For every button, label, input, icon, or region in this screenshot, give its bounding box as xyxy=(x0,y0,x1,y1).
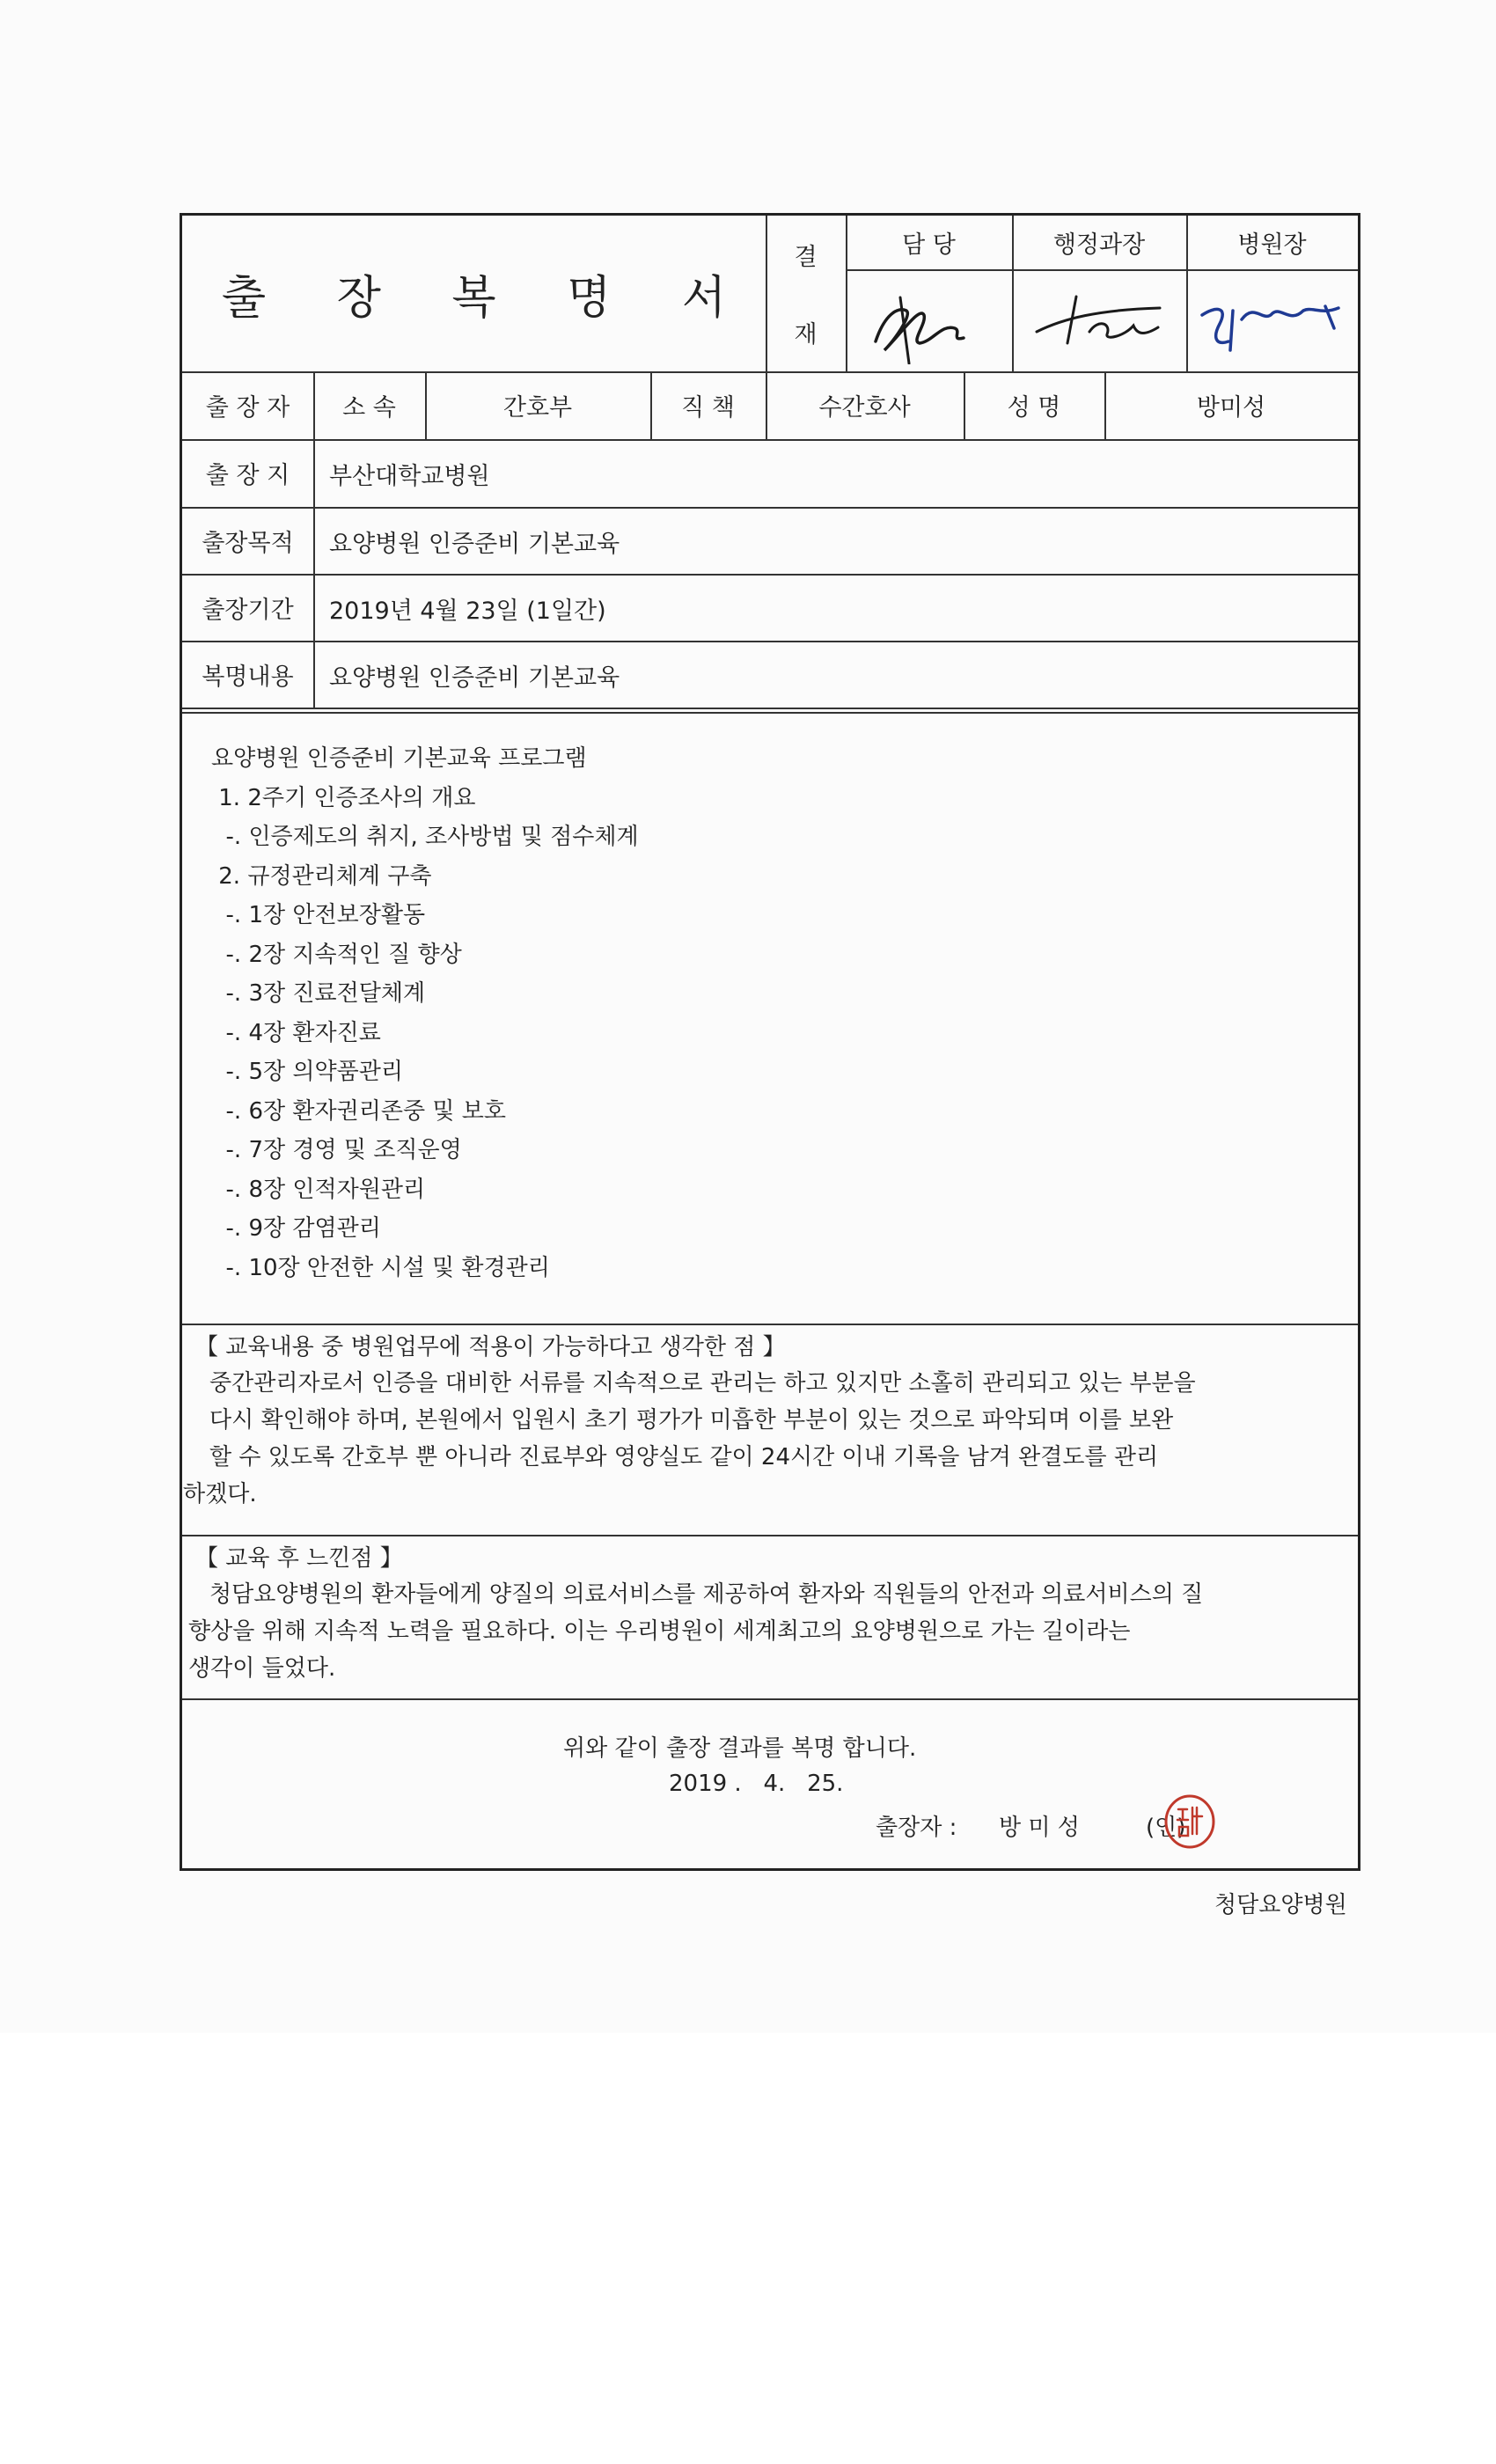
feelings-heading: 【 교육 후 느낀점 】 xyxy=(195,1545,403,1572)
position-value: 수간호사 xyxy=(818,394,911,422)
program-line: -. 8장 인적자원관리 xyxy=(211,1176,426,1203)
closing-date: 2019 . 4. 25. xyxy=(669,1771,844,1797)
approval-role-admin-manager: 행정과장 xyxy=(1052,231,1146,259)
name-value: 방미성 xyxy=(1196,394,1266,422)
program-line: -. 10장 안전한 시설 및 환경관리 xyxy=(211,1254,550,1281)
program-line: 1. 2주기 인증조사의 개요 xyxy=(211,784,476,811)
applicable-heading: 【 교육내용 중 병원업무에 적용이 가능하다고 생각한 점 】 xyxy=(195,1334,786,1360)
dept-label: 소 속 xyxy=(342,394,396,422)
program-line: -. 6장 환자권리존중 및 보호 xyxy=(211,1097,506,1125)
approval-label-top: 결 xyxy=(794,243,818,271)
applicable-line: 중간관리자로서 인증을 대비한 서류를 지속적으로 관리는 하고 있지만 소홀히 관리되고 있는 부분을 xyxy=(209,1370,1196,1397)
applicable-line: 할 수 있도록 간호부 뿐 아니라 진료부와 영양실도 같이 24시간 이내 기록을 남겨 완결도를 관리 xyxy=(209,1444,1159,1470)
divider xyxy=(182,507,1358,509)
divider xyxy=(846,269,1358,271)
applicable-text xyxy=(183,1365,1353,1513)
purpose-value: 요양병원 인증준비 기본교육 xyxy=(329,531,620,558)
closing-statement: 위와 같이 출장 결과를 복명 합니다. xyxy=(563,1735,917,1762)
signature-director xyxy=(1193,280,1352,359)
position-label: 직 책 xyxy=(681,394,735,422)
hospital-name-footer: 청담요양병원 xyxy=(1214,1892,1347,1918)
program-line: -. 인증제도의 취지, 조사방법 및 점수체계 xyxy=(211,824,639,850)
program-section xyxy=(211,739,639,1287)
divider xyxy=(182,439,1358,441)
program-line: 2. 규정관리체계 구축 xyxy=(211,862,432,890)
program-heading: 요양병원 인증준비 기본교육 프로그램 xyxy=(211,745,587,772)
seal-stamp-icon xyxy=(1163,1793,1216,1850)
approval-role-staff: 담 당 xyxy=(902,231,956,259)
signer-name: 방 미 성 xyxy=(999,1815,1080,1841)
seal-mark: (인) xyxy=(1146,1815,1186,1841)
feelings-line: 생각이 들었다. xyxy=(188,1655,336,1682)
divider xyxy=(182,708,1358,709)
feelings-line: 향상을 위해 지속적 노력을 필요하다. 이는 우리병원이 세계최고의 요양병원으로 가는 길이라는 xyxy=(188,1618,1131,1645)
divider xyxy=(182,1698,1358,1700)
program-line: -. 5장 의약품관리 xyxy=(211,1059,403,1085)
program-line: -. 4장 환자진료 xyxy=(211,1019,381,1046)
destination-value: 부산대학교병원 xyxy=(329,463,490,490)
divider xyxy=(182,641,1358,642)
trip-person-label: 출 장 자 xyxy=(205,394,290,422)
divider xyxy=(182,1535,1358,1536)
program-line: -. 3장 진료전달체계 xyxy=(211,980,426,1007)
approval-label-bottom: 재 xyxy=(794,321,818,348)
feelings-line: 청담요양병원의 환자들에게 양질의 의료서비스를 제공하여 환자와 직원들의 안전과 의료서비스의 질 xyxy=(209,1581,1204,1608)
purpose-label: 출장목적 xyxy=(202,529,294,557)
divider xyxy=(182,712,1358,714)
period-label: 출장기간 xyxy=(202,596,294,624)
name-label: 성 명 xyxy=(1007,394,1061,422)
applicable-line: 다시 확인해야 하며, 본원에서 입원시 초기 평가가 미흡한 부분이 있는 것으로 파악되며 이를 보완 xyxy=(209,1407,1174,1434)
program-line: -. 9장 감염관리 xyxy=(211,1215,381,1242)
approval-role-director: 병원장 xyxy=(1237,231,1307,259)
report-content-label: 복명내용 xyxy=(202,663,294,691)
divider xyxy=(182,574,1358,576)
program-line: -. 1장 안전보장활동 xyxy=(211,902,426,928)
program-line: -. 7장 경영 및 조직운영 xyxy=(211,1137,462,1163)
divider xyxy=(182,1324,1358,1325)
signature-admin-manager xyxy=(1028,283,1177,354)
destination-label: 출 장 지 xyxy=(205,462,290,489)
signature-staff xyxy=(858,280,999,364)
period-value: 2019년 4월 23일 (1일간) xyxy=(329,598,606,625)
program-line: -. 2장 지속적인 질 향상 xyxy=(211,941,462,968)
applicable-line: 하겠다. xyxy=(183,1481,257,1507)
page-title: 출 장 복 명 서 xyxy=(221,272,755,325)
dept-value: 간호부 xyxy=(502,394,573,422)
signer-label: 출장자 : xyxy=(876,1815,957,1841)
feelings-text xyxy=(188,1576,1350,1687)
report-content-value: 요양병원 인증준비 기본교육 xyxy=(329,664,620,692)
